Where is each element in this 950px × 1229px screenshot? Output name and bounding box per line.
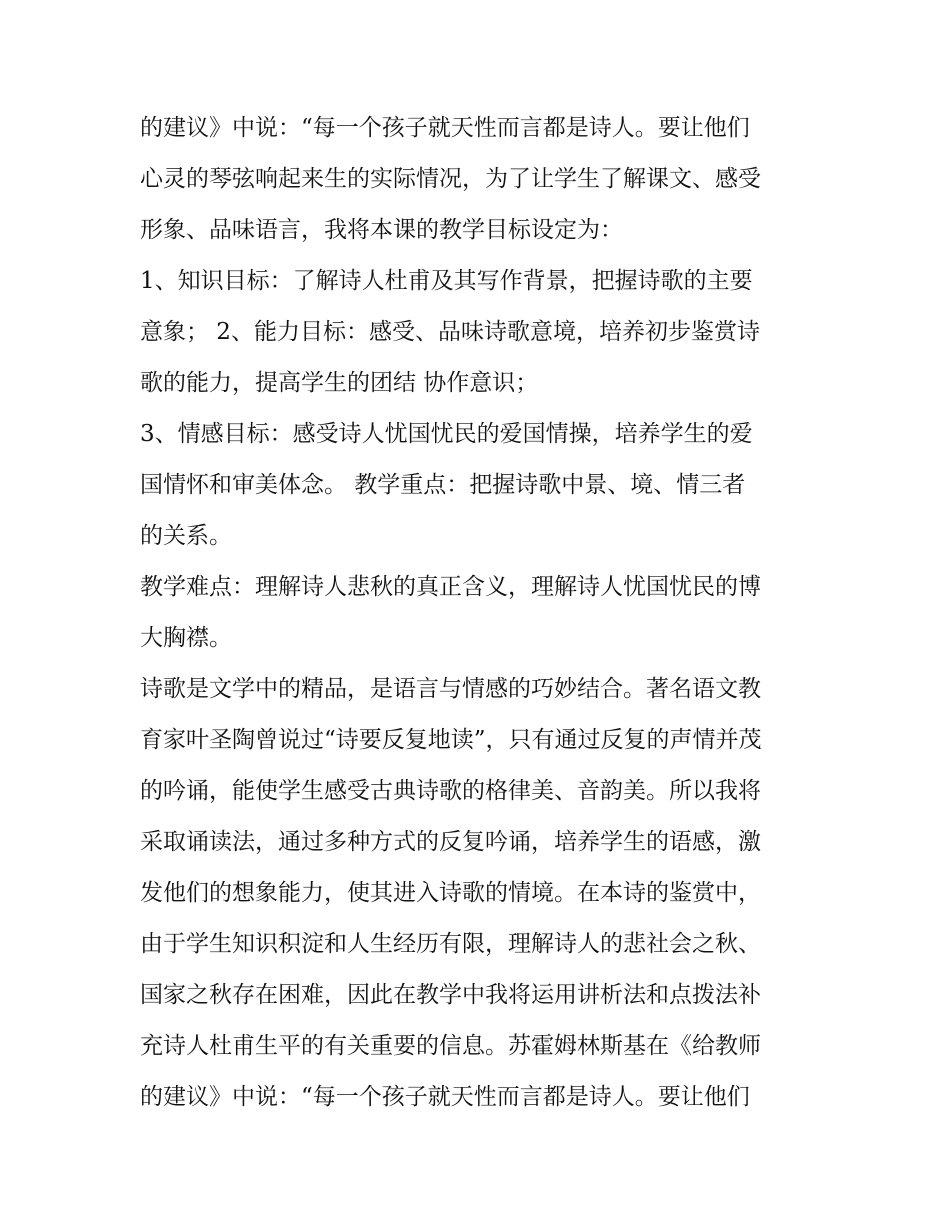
text-line: 采取诵读法，通过多种方式的反复吟诵，培养学生的语感，激 <box>140 829 761 855</box>
text-line: 育家叶圣陶曾说过“诗要反复地读”，只有通过反复的声情并茂 <box>140 727 762 753</box>
text-line: 1、知识目标：了解诗人杜甫及其写作背景，把握诗歌的主要 <box>140 268 753 294</box>
text-line: 的建议》中说：“每一个孩子就天性而言都是诗人。要让他们 <box>140 1084 750 1110</box>
text-line: 的关系。 <box>140 523 232 549</box>
text-line: 诗歌是文学中的精品，是语言与情感的巧妙结合。著名语文教 <box>140 676 761 702</box>
text-line: 国情怀和审美体念。 教学重点：把握诗歌中景、境、情三者 <box>140 472 746 498</box>
text-line: 国家之秋存在困难，因此在教学中我将运用讲析法和点拨法补 <box>140 982 761 1008</box>
text-line: 3、情感目标：感受诗人忧国忧民的爱国情操，培养学生的爱 <box>140 421 753 447</box>
text-line: 意象； 2、能力目标：感受、品味诗歌意境，培养初步鉴赏诗 <box>140 319 760 345</box>
text-line: 由于学生知识积淀和人生经历有限，理解诗人的悲社会之秋、 <box>140 931 761 957</box>
text-line: 大胸襟。 <box>140 625 232 651</box>
text-line: 形象、品味语言，我将本课的教学目标设定为： <box>140 217 623 243</box>
text-line: 歌的能力，提高学生的团结 协作意识； <box>140 370 539 396</box>
text-line: 充诗人杜甫生平的有关重要的信息。苏霍姆林斯基在《给教师 <box>140 1033 761 1059</box>
text-line: 的建议》中说：“每一个孩子就天性而言都是诗人。要让他们 <box>140 115 750 141</box>
text-line: 心灵的琴弦响起来生的实际情况，为了让学生了解课文、感受 <box>140 166 761 192</box>
text-line: 教学难点：理解诗人悲秋的真正含义，理解诗人忧国忧民的博 <box>140 574 761 600</box>
document-body <box>140 103 820 1123</box>
text-line: 的吟诵，能使学生感受古典诗歌的格律美、音韵美。所以我将 <box>140 778 761 804</box>
text-line: 发他们的想象能力，使其进入诗歌的情境。在本诗的鉴赏中， <box>140 880 761 906</box>
